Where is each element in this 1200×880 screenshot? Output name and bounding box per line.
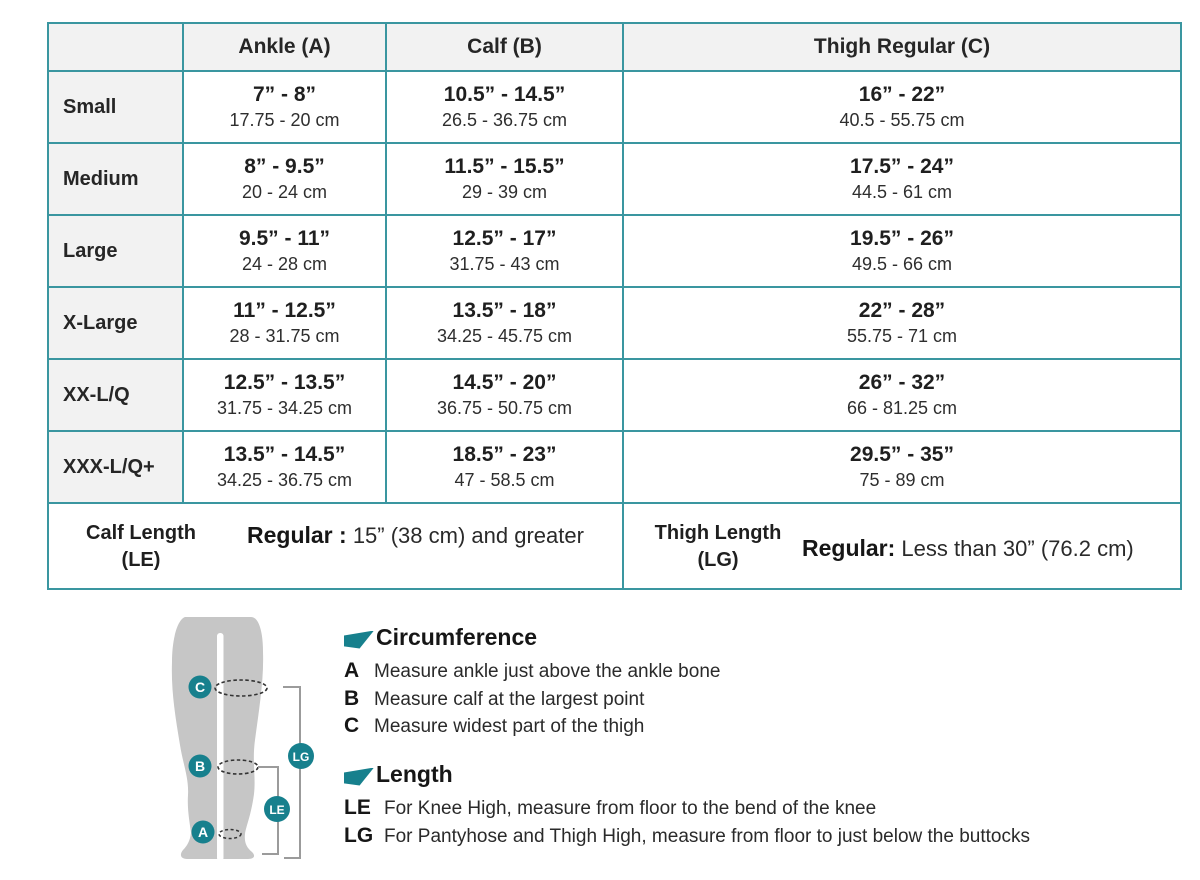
calf-cell [386,71,623,143]
inches-value: 22” - 28” [858,299,946,322]
inches-value: 7” - 8” [252,83,317,106]
inches-value: 14.5” - 20” [452,371,557,394]
svg-text:LE: LE [269,803,285,817]
legend-item-lg: LG For Pantyhose and Thigh High, measure from floor to just below the buttocks [344,823,1030,847]
svg-text:B: B [194,758,206,774]
inches-value: 12.5” - 13.5” [223,371,346,394]
table-row-large [48,215,1181,287]
calf-cell [386,359,623,431]
cm-value: 17.75 - 20 cm [229,110,340,130]
legend-item-b: B Measure calf at the largest point [344,686,645,710]
cm-value: 47 - 58.5 cm [454,470,555,490]
inches-value: 19.5” - 26” [850,227,954,250]
badge-c [189,676,212,699]
inches-value: 11.5” - 15.5” [444,155,565,178]
inches-value: 8” - 9.5” [244,155,325,178]
cm-value: 44.5 - 61 cm [851,182,953,202]
thigh-length-cell [623,503,1181,589]
cm-value: 29 - 39 cm [461,182,548,202]
ankle-cell [183,431,386,503]
thigh-cell [623,359,1181,431]
cm-value: 24 - 28 cm [241,254,328,274]
size-label: Large [48,215,183,287]
calf-cell [386,215,623,287]
cm-value: 34.25 - 45.75 cm [436,326,573,346]
cm-value: 31.75 - 34.25 cm [216,398,353,418]
svg-text:C: C [194,679,206,695]
ankle-cell [183,287,386,359]
thigh-cell [623,215,1181,287]
ankle-cell [183,359,386,431]
column-header-thigh: Thigh Regular (C) [623,23,1181,71]
column-header-calf: Calf (B) [386,23,623,71]
column-header-ankle: Ankle (A) [183,23,386,71]
cm-value: 20 - 24 cm [241,182,328,202]
thigh-cell [623,287,1181,359]
table-footer-row [48,503,1181,589]
inches-value: 13.5” - 18” [452,299,557,322]
size-label: X-Large [48,287,183,359]
calf-length-label: Calf Length (LE) [86,522,196,571]
lg-length-bracket [283,687,300,858]
ankle-cell [183,71,386,143]
inches-value: 9.5” - 11” [238,227,331,250]
length-legend [344,761,1030,850]
size-label: Medium [48,143,183,215]
cm-value: 31.75 - 43 cm [449,254,560,274]
circumference-legend [344,624,720,741]
thigh-length-label: Thigh Length (LG) [654,522,782,571]
inches-value: 12.5” - 17” [452,227,557,250]
inches-value: 17.5” - 24” [850,155,954,178]
calf-length-cell [48,503,623,589]
legend-item-c: C Measure widest part of the thigh [344,714,645,737]
cm-value: 36.75 - 50.75 cm [436,398,573,418]
cm-value: 40.5 - 55.75 cm [839,110,965,130]
table-header-row [48,23,1181,71]
cm-value: 66 - 81.25 cm [846,398,958,418]
legend-item-a: A Measure ankle just above the ankle bone [344,659,721,682]
size-label: Small [48,71,183,143]
cm-value: 55.75 - 71 cm [846,326,958,346]
thigh-cell [623,143,1181,215]
table-row-xx-l-q [48,359,1181,431]
thigh-cell [623,71,1181,143]
size-chart-table [47,22,1182,590]
size-label: XX-L/Q [48,359,183,431]
table-row-small [48,71,1181,143]
calf-cell [386,143,623,215]
badge-lg [288,743,314,769]
calf-length-value: Regular : 15” (38 cm) and greater [247,522,584,548]
flag-icon [344,631,374,649]
table-row-xxx-l-q-plus [48,431,1181,503]
calf-cell [386,287,623,359]
cm-value: 26.5 - 36.75 cm [441,110,568,130]
circumference-title: Circumference [376,624,538,650]
inches-value: 10.5” - 14.5” [443,83,566,106]
inches-value: 13.5” - 14.5” [223,443,346,466]
inches-value: 26” - 32” [858,371,946,394]
inches-value: 11” - 12.5” [233,299,336,322]
ankle-cell [183,215,386,287]
thigh-length-value: Regular: Less than 30” (76.2 cm) [802,535,1134,561]
corner-cell [48,23,183,71]
badge-b [189,755,212,778]
thigh-cell [623,431,1181,503]
leg-gap [217,633,224,861]
cm-value: 49.5 - 66 cm [851,254,953,274]
badge-le [264,796,290,822]
inches-value: 29.5” - 35” [850,443,954,466]
svg-text:LG: LG [292,750,310,764]
svg-text:A: A [197,824,209,840]
calf-cell [386,431,623,503]
legend-item-le: LE For Knee High, measure from floor to the bend of the knee [344,796,877,819]
flag-icon [344,768,374,786]
inches-value: 16” - 22” [858,83,946,106]
table-row-x-large [48,287,1181,359]
badge-a [192,821,215,844]
cm-value: 28 - 31.75 cm [229,326,340,346]
inches-value: 18.5” - 23” [452,443,557,466]
cm-value: 75 - 89 cm [859,470,945,490]
cm-value: 34.25 - 36.75 cm [216,470,353,490]
table-row-medium [48,143,1181,215]
ankle-cell [183,143,386,215]
size-label: XXX-L/Q+ [48,431,183,503]
length-title: Length [376,761,453,787]
